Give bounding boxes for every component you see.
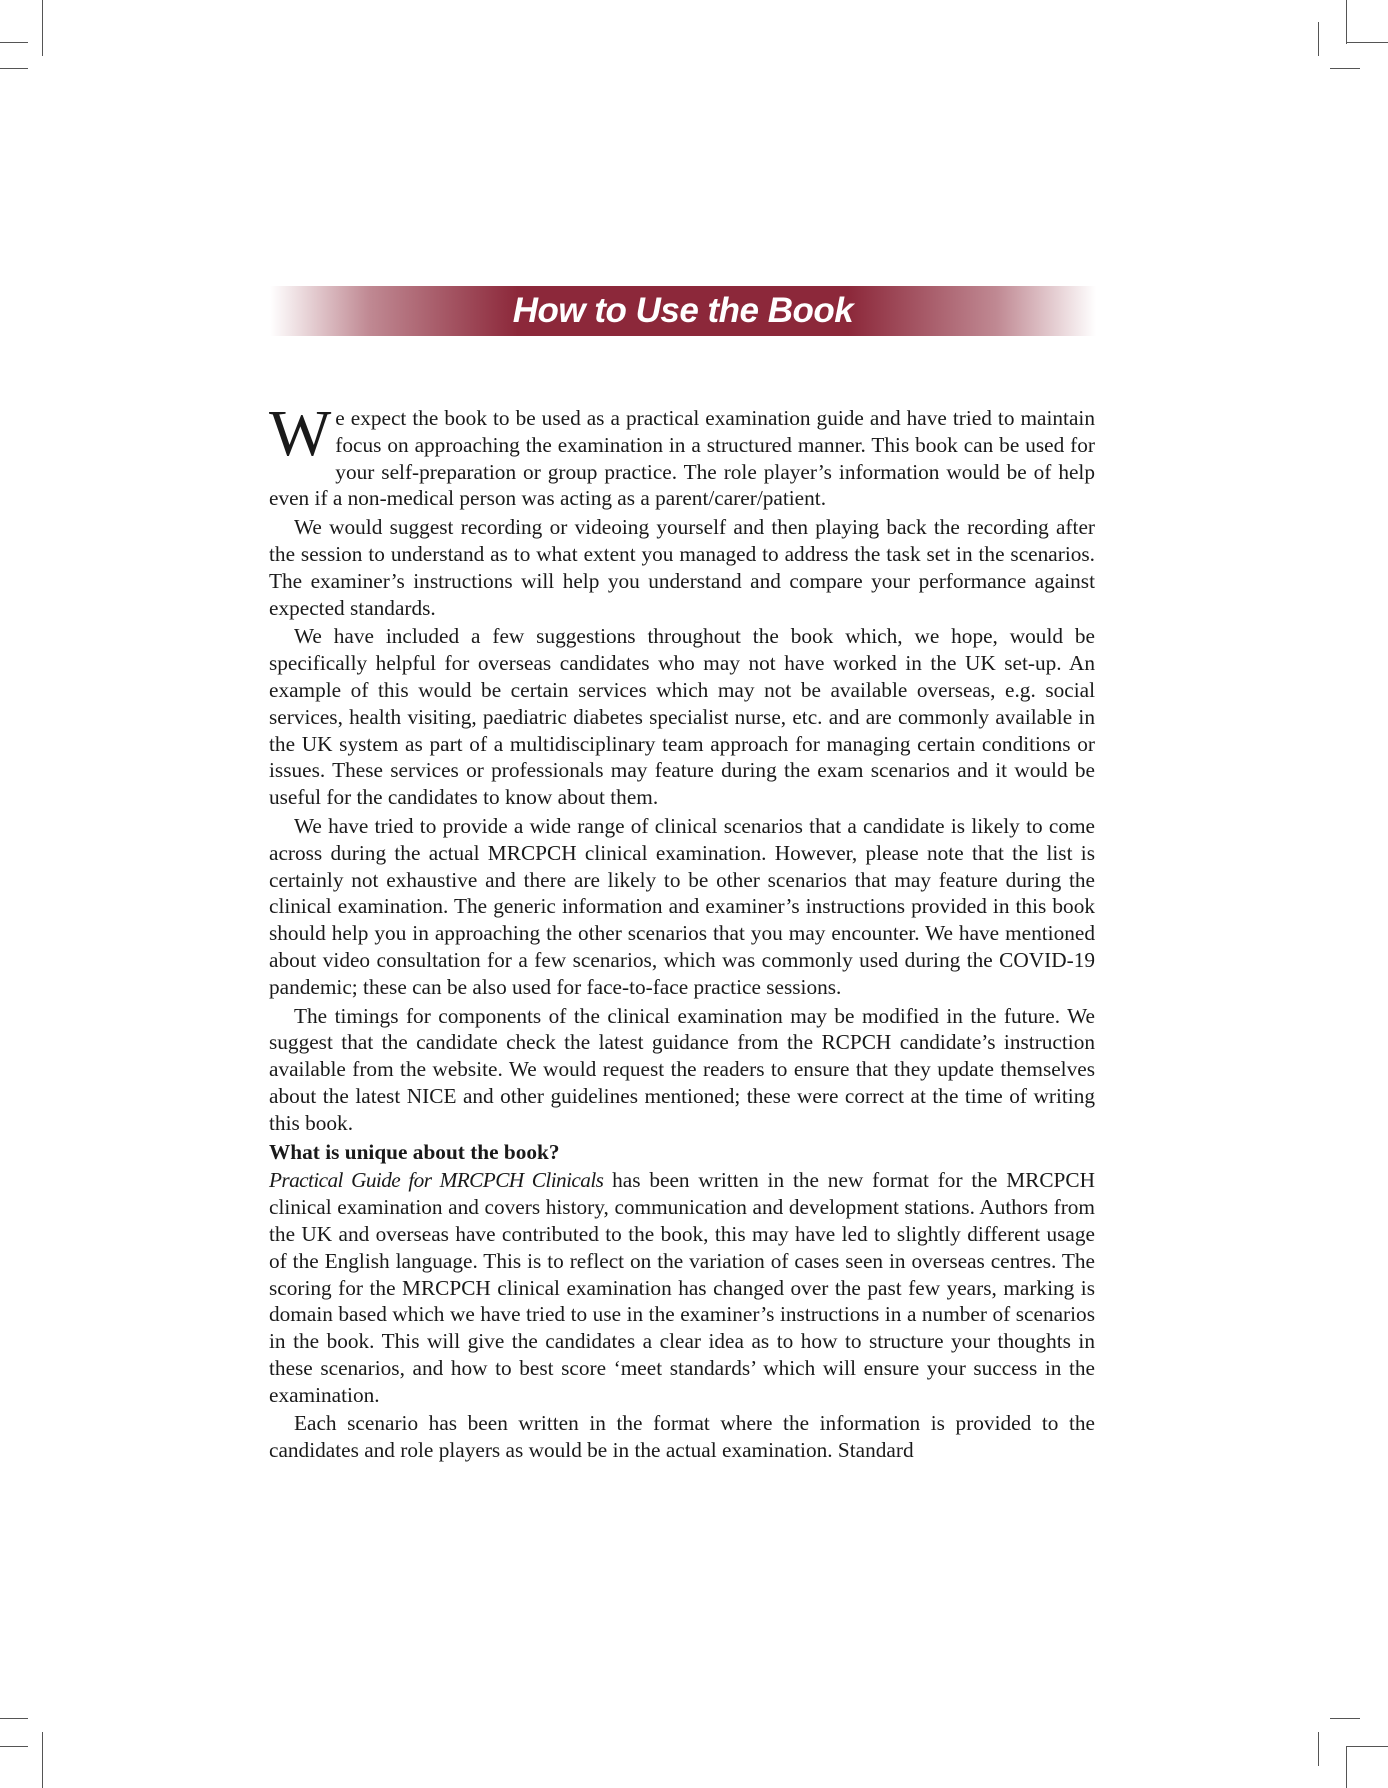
crop-mark bbox=[0, 68, 28, 69]
crop-mark bbox=[1346, 1746, 1388, 1747]
paragraph: Each scenario has been written in the format where the information is provided to the candidates and role players as would be in the actual examination. Standard bbox=[269, 1411, 1095, 1463]
crop-mark bbox=[1318, 22, 1319, 56]
crop-mark bbox=[1346, 42, 1388, 43]
crop-mark bbox=[0, 42, 28, 43]
crop-mark bbox=[1330, 1718, 1360, 1719]
paragraph bbox=[269, 1167, 1095, 1408]
crop-mark bbox=[0, 1718, 28, 1719]
chapter-title: How to Use the Book bbox=[512, 291, 854, 330]
body-text bbox=[269, 397, 1095, 1466]
crop-mark bbox=[1318, 1732, 1319, 1766]
crop-mark bbox=[1346, 0, 1347, 44]
crop-mark bbox=[1330, 68, 1360, 69]
crop-mark bbox=[0, 1746, 28, 1747]
drop-cap: W bbox=[269, 397, 332, 470]
paragraph: The timings for components of the clinical examination may be modified in the future. We suggest that the candidate check the latest guidance from the RCPCH candidate’s instruction available from the website. We would request the readers to ensure that they update themselves about the latest NICE and other guidelines mentioned; these were correct at the time of writing this book. bbox=[269, 1003, 1095, 1135]
paragraph: We would suggest recording or videoing yourself and then playing back the recording after the session to understand as to what extent you managed to address the task set in the scenarios. The examiner’s instructions will help you understand and compare your performance against expected standards. bbox=[269, 515, 1095, 620]
paragraph-intro bbox=[269, 397, 1095, 512]
paragraph: We have tried to provide a wide range of clinical scenarios that a candidate is likely to come across during the actual MRCPCH clinical examination. However, please note that the list is certainly not exhaustive and there are likely to be other scenarios that may feature during the clinical examination. The generic information and examiner’s instructions provided in this book should help you in approaching the other scenarios that you may encounter. We have mentioned about video consultation for a few scenarios, which was commonly used during the COVID-19 pandemic; these can be also used for face-to-face practice sessions. bbox=[269, 813, 1095, 999]
crop-mark bbox=[42, 1732, 43, 1788]
crop-mark bbox=[42, 0, 43, 56]
paragraph: We have included a few suggestions throughout the book which, we hope, would be specifically helpful for overseas candidates who may not have worked in the UK set-up. An example of this would be certain services which may not be available overseas, e.g. social services, health visiting, paediatric diabetes specialist nurse, etc. and are commonly available in the UK system as part of a multidisciplinary team approach for managing certain conditions or issues. These services or professionals may feature during the exam scenarios and it would be useful for the candidates to know about them. bbox=[269, 624, 1095, 810]
crop-mark bbox=[1346, 1746, 1347, 1788]
paragraph-text: has been written in the new format for the MRCPCH clinical examination and covers history, communication and development stations. Authors from the UK and overseas have contributed to the book, this may have led to slightly different usage of the English language. This is to reflect on the variation of cases seen in overseas centres. The scoring for the MRCPCH clinical examination has changed over the past few years, marking is domain based which we have tried to use in the examiner’s instructions in a number of scenarios in the book. This will give the candidates a clear idea as to how to structure your thoughts in these scenarios, and how to best score ‘meet standards’ which will ensure your success in the examination. bbox=[269, 1168, 1095, 1407]
book-title-italic: Practical Guide for MRCPCH Clinicals bbox=[269, 1168, 604, 1193]
paragraph-intro-text: e expect the book to be used as a practical examination guide and have tried to maintain focus on approaching the examination in a structured manner. This book can be used for your self-preparation or group practice. The role player’s information would be of help even if a non-medical person was acting as a parent/carer/patient. bbox=[269, 406, 1095, 511]
chapter-title-banner bbox=[270, 286, 1096, 336]
section-heading: What is unique about the book? bbox=[269, 1139, 560, 1164]
